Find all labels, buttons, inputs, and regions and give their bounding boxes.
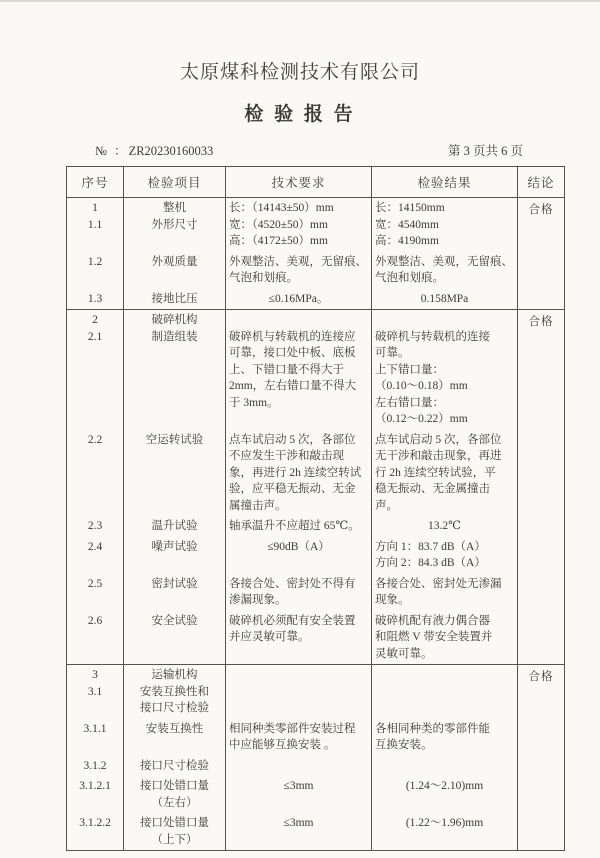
cell-line: (1.22～1.96)mm xyxy=(405,817,484,829)
report-meta xyxy=(95,141,523,159)
table-section xyxy=(67,198,564,310)
serial-cell xyxy=(67,574,124,611)
item-cell xyxy=(124,756,226,777)
result-cell xyxy=(372,252,518,289)
result-cell xyxy=(372,537,518,574)
result-cell xyxy=(372,516,518,537)
company-name: 太原煤科检测技术有限公司 xyxy=(179,62,420,83)
requirement-cell xyxy=(226,574,372,611)
cell-line: 1.3 xyxy=(87,292,103,305)
conclusion-cell: 合格 xyxy=(528,671,554,683)
cell-line: ≤90dB（A） xyxy=(267,540,330,553)
cell-line: 宽：（4520±50）mm xyxy=(229,218,328,231)
cell-line: 2.6 xyxy=(87,614,103,627)
section-rows xyxy=(67,310,518,664)
cell-line: ≤3mm xyxy=(283,780,314,792)
cell-line: 整机 xyxy=(163,202,186,214)
cell-line: 宽：4540mm xyxy=(375,218,439,231)
item-cell xyxy=(124,310,226,430)
item-cell xyxy=(124,574,226,611)
cell-line: 灵敏可靠。 xyxy=(375,647,433,660)
cell-line: （左右） xyxy=(151,796,198,809)
cell-line: 方向 1：83.7 dB（A） xyxy=(375,540,486,553)
cell-line: 不应发生干涉和敲击现 xyxy=(229,450,344,462)
cell-line: ≤3mm xyxy=(283,817,314,829)
item-cell xyxy=(124,252,226,289)
cell-line: 验，应平稳无振动、无金 xyxy=(229,483,356,495)
cell-line: 于 3mm。 xyxy=(229,396,279,409)
inspection-table xyxy=(66,166,565,851)
cell-line xyxy=(375,312,514,329)
table-row xyxy=(67,289,518,310)
requirement-cell xyxy=(226,310,372,430)
result-cell xyxy=(372,813,518,850)
cell-line: （上下） xyxy=(151,833,198,846)
cell-line: 外形尺寸 xyxy=(151,218,198,231)
cell-line: 安全试验 xyxy=(151,614,198,627)
cell-line: 1.2 xyxy=(87,255,103,268)
table-row xyxy=(67,776,518,813)
requirement-cell xyxy=(226,198,372,252)
cell-line: 点车试启动 5 次，各部位 xyxy=(229,433,356,446)
table-header-row xyxy=(67,167,564,198)
requirement-cell xyxy=(226,289,372,310)
table-row xyxy=(67,310,518,430)
result-cell xyxy=(372,310,518,430)
cell-line: 现象。 xyxy=(375,594,410,606)
item-cell xyxy=(124,289,226,310)
cell-line: 各相同种类的零部件能 xyxy=(375,722,490,735)
cell-line xyxy=(229,312,368,329)
cell-line: 破碎机与转载机的连接应 xyxy=(229,330,356,343)
result-cell xyxy=(372,198,518,252)
cell-line: （0.10～0.18）mm xyxy=(375,380,468,392)
serial-cell xyxy=(67,665,124,719)
page-indicator: 第 3 页共 6 页 xyxy=(447,144,523,158)
table-section xyxy=(67,310,564,665)
cell-line: 密封试验 xyxy=(151,577,198,590)
table-row xyxy=(67,611,518,665)
item-cell xyxy=(124,198,226,252)
cell-line: 行 2h 连续空转试验，平 xyxy=(375,466,496,479)
cell-line: 0.158MPa xyxy=(420,292,469,305)
cell-line: 点车试启动 5 次，各部位 xyxy=(375,433,502,446)
section-rows xyxy=(67,665,518,850)
cell-line: 破碎机构 xyxy=(151,314,198,326)
cell-line: 渗漏现象。 xyxy=(229,594,287,606)
cell-line: 象，再进行 2h 连续空转试 xyxy=(229,466,362,479)
cell-line: 破碎机必须配有安全装置 xyxy=(229,614,356,627)
cell-line: 并应灵敏可靠。 xyxy=(229,631,310,643)
cell-line: 接口处错口量 xyxy=(140,780,209,792)
cell-line: 空运转试验 xyxy=(145,433,204,446)
item-cell xyxy=(124,776,226,813)
cell-line: 左右错口量： xyxy=(375,396,444,409)
serial-cell xyxy=(67,719,124,756)
serial-cell xyxy=(67,289,124,310)
cell-line: 3.1 xyxy=(87,685,103,698)
serial-cell xyxy=(67,537,124,574)
cell-line: 长：14150mm xyxy=(375,202,445,214)
result-cell xyxy=(372,289,518,310)
table-row xyxy=(67,430,518,517)
requirement-cell xyxy=(226,756,372,777)
cell-line: 破碎机与转载机的连接 xyxy=(375,330,490,343)
cell-line: 2mm，左右错口量不得大 xyxy=(229,380,357,392)
cell-line: 互换安装。 xyxy=(375,739,433,751)
requirement-cell xyxy=(226,611,372,665)
table-body xyxy=(67,198,564,850)
cell-line: 声。 xyxy=(375,499,398,512)
cell-line: 上下错口量： xyxy=(375,363,444,376)
item-cell xyxy=(124,719,226,756)
item-cell xyxy=(124,611,226,665)
cell-line: 1.1 xyxy=(87,218,103,231)
requirement-cell xyxy=(226,537,372,574)
cell-line: 中应能够互换安装 。 xyxy=(229,739,336,751)
column-header-requirement: 技术要求 xyxy=(226,167,372,197)
requirement-cell xyxy=(226,516,372,537)
cell-line: 3 xyxy=(92,669,98,681)
column-header-result: 检验结果 xyxy=(372,167,518,197)
cell-line: 温升试验 xyxy=(151,520,198,532)
cell-line: 2.4 xyxy=(87,540,103,553)
cell-line: 稳无振动、无金属撞击 xyxy=(375,483,490,495)
table-row xyxy=(67,198,518,252)
cell-line: (1.24～2.10)mm xyxy=(405,780,484,792)
column-header-serial: 序号 xyxy=(67,167,124,197)
result-cell xyxy=(372,756,518,777)
serial-cell xyxy=(67,252,124,289)
item-cell xyxy=(124,813,226,850)
item-cell xyxy=(124,665,226,719)
cell-line: 方向 2：84.3 dB（A） xyxy=(375,557,486,569)
cell-line: 接口尺寸检验 xyxy=(140,759,209,772)
serial-cell xyxy=(67,516,124,537)
table-row xyxy=(67,756,518,777)
cell-line: 安装互换性和 xyxy=(140,685,209,698)
cell-line: 可靠，接口处中板、底板 xyxy=(229,347,356,359)
cell-line: 属撞击声。 xyxy=(229,499,287,512)
cell-line: 13.2℃ xyxy=(428,520,461,532)
report-title: 检 验 报 告 xyxy=(244,104,356,125)
cell-line: 外观质量 xyxy=(151,255,198,268)
result-cell xyxy=(372,574,518,611)
cell-line: 相同种类零部件安装过程 xyxy=(229,722,356,735)
report-number-value: ZR20230160033 xyxy=(128,144,214,158)
item-cell xyxy=(124,516,226,537)
cell-line: 1 xyxy=(92,202,98,214)
report-number xyxy=(95,141,213,159)
serial-cell xyxy=(67,611,124,665)
table-row xyxy=(67,719,518,756)
cell-line: 噪声试验 xyxy=(151,540,198,553)
result-cell xyxy=(372,719,518,756)
serial-cell xyxy=(67,198,124,252)
requirement-cell xyxy=(226,665,372,719)
table-row xyxy=(67,516,518,537)
cell-line: 运输机构 xyxy=(151,669,198,681)
cell-line: 2.1 xyxy=(87,330,103,343)
conclusion-cell: 合格 xyxy=(528,204,554,216)
requirement-cell xyxy=(226,719,372,756)
cell-line: 气泡和划痕。 xyxy=(229,272,298,284)
item-cell xyxy=(124,430,226,517)
cell-line: 长：（14143±50）mm xyxy=(229,202,334,214)
cell-line: 可靠。 xyxy=(375,347,410,359)
item-cell xyxy=(124,537,226,574)
cell-line: 接地比压 xyxy=(151,292,198,305)
table-row xyxy=(67,665,518,719)
cell-line: 接口尺寸检验 xyxy=(140,702,209,714)
cell-line: 2.2 xyxy=(87,433,103,446)
cell-line: 和阻燃 V 带安全装置并 xyxy=(375,631,493,643)
cell-line: 外观整洁、美观，无留痕、 xyxy=(375,255,513,268)
cell-line: 3.1.2 xyxy=(83,759,107,772)
cell-line: 高：（4172±50）mm xyxy=(229,235,328,247)
result-cell xyxy=(372,430,518,517)
cell-line: 2.5 xyxy=(87,577,103,590)
serial-cell xyxy=(67,756,124,777)
cell-line: 安装互换性 xyxy=(145,722,204,735)
cell-line: 轴承温升不应超过 65℃。 xyxy=(229,520,360,532)
result-cell xyxy=(372,776,518,813)
cell-line: 2.3 xyxy=(87,520,103,532)
requirement-cell xyxy=(226,252,372,289)
report-number-label: № ： xyxy=(95,144,129,158)
cell-line: 2 xyxy=(92,314,98,326)
table-row xyxy=(67,537,518,574)
cell-line: 3.1.2.2 xyxy=(79,817,111,829)
cell-line: 各接合处、密封处不得有 xyxy=(229,577,356,590)
requirement-cell xyxy=(226,813,372,850)
serial-cell xyxy=(67,776,124,813)
table-row xyxy=(67,813,518,850)
table-row xyxy=(67,574,518,611)
column-header-item: 检验项目 xyxy=(124,167,226,197)
cell-line: 高：4190mm xyxy=(375,235,439,247)
cell-line: 破碎机配有液力偶合器 xyxy=(375,614,490,627)
cell-line: 无干涉和敲击现象，再进 xyxy=(375,450,502,462)
conclusion-cell: 合格 xyxy=(528,316,554,328)
cell-line: 制造组装 xyxy=(151,330,198,343)
serial-cell xyxy=(67,310,124,430)
serial-cell xyxy=(67,813,124,850)
section-rows xyxy=(67,198,518,309)
table-row xyxy=(67,252,518,289)
cell-line: 上、下错口量不得大于 xyxy=(229,363,344,376)
cell-line: ≤0.16MPa。 xyxy=(268,292,329,305)
requirement-cell xyxy=(226,776,372,813)
cell-line: 外观整洁、美观，无留痕、 xyxy=(229,255,367,268)
table-section xyxy=(67,665,564,850)
result-cell xyxy=(372,611,518,665)
cell-line: （0.12～0.22）mm xyxy=(375,413,468,425)
result-cell xyxy=(372,665,518,719)
serial-cell xyxy=(67,430,124,517)
column-header-conclusion: 结论 xyxy=(527,176,555,190)
cell-line: 3.1.1 xyxy=(83,722,107,735)
cell-line: 各接合处、密封处无渗漏 xyxy=(375,577,502,590)
cell-line: 气泡和划痕。 xyxy=(375,272,444,284)
cell-line: 接口处错口量 xyxy=(140,817,209,829)
cell-line: 3.1.2.1 xyxy=(79,780,111,792)
requirement-cell xyxy=(226,430,372,517)
